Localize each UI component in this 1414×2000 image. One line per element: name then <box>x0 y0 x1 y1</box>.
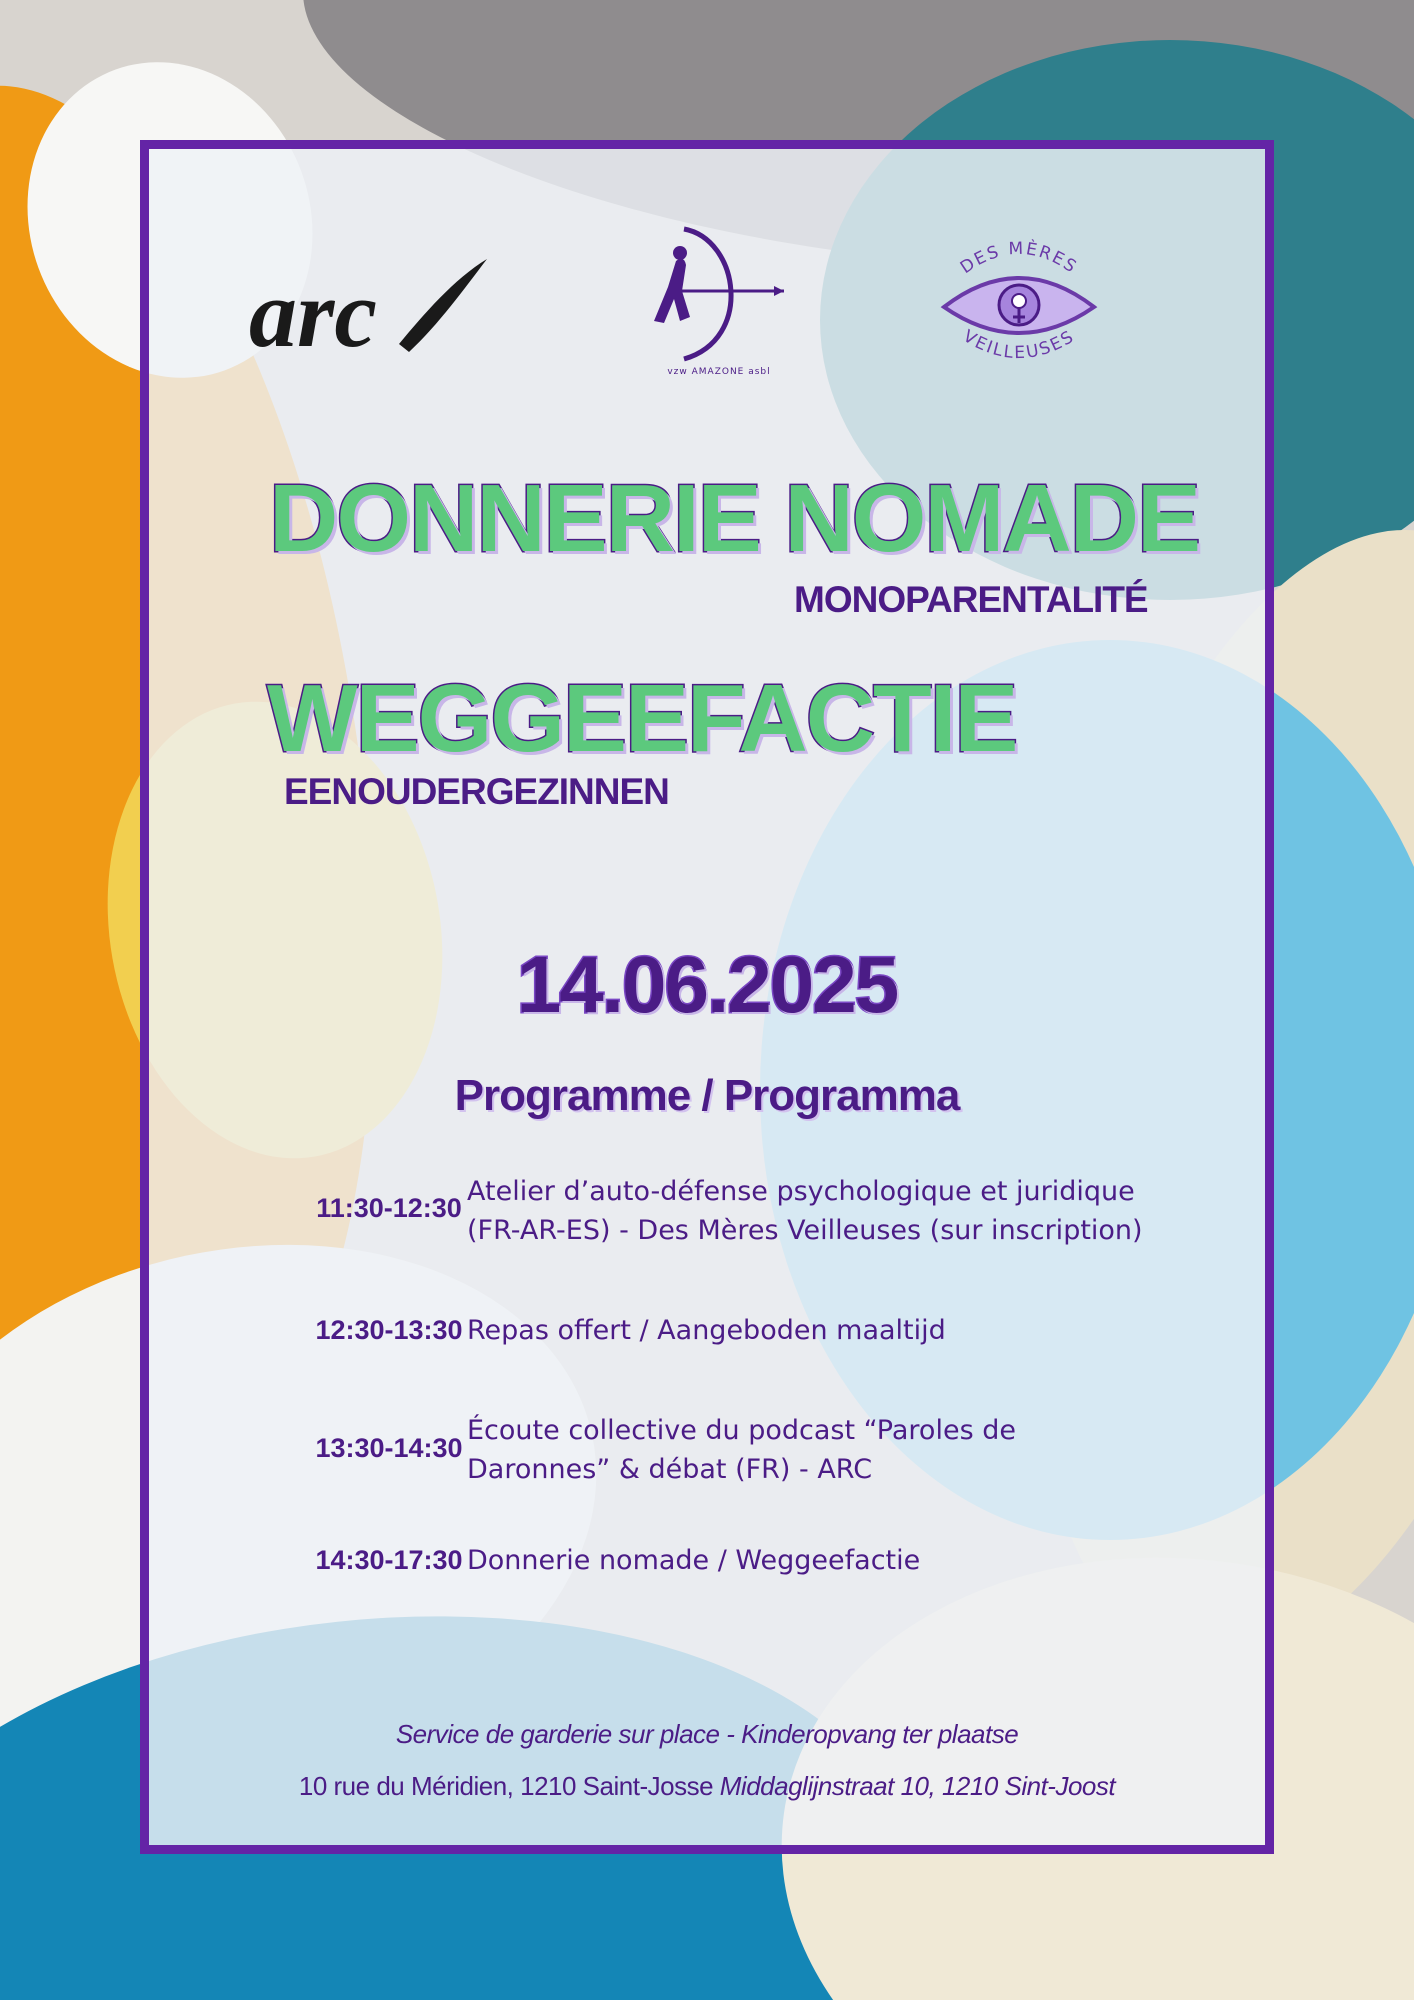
programme-description <box>467 1541 1167 1580</box>
subtitle-monoparentalite: MONOPARENTALITÉ <box>794 579 1148 620</box>
meres-veilleuses-logo <box>929 219 1109 389</box>
title-donnerie-nomade: DONNERIE NOMADE <box>269 465 1200 572</box>
title-weggeefactie: WEGGEEFACTIE <box>267 665 1017 772</box>
programme-heading: Programme / Programma <box>454 1071 960 1120</box>
address-nl: Middaglijnstraat 10, 1210 Sint-Joost <box>719 1771 1116 1801</box>
arc-logo-text: arc <box>249 260 377 364</box>
programme-time: 13:30-14:30 <box>315 1433 463 1463</box>
programme-description-line: (FR-AR-ES) - Des Mères Veilleuses (sur inscription) <box>467 1215 1143 1246</box>
partner-logos <box>149 219 1265 389</box>
address-line <box>149 1771 1265 1802</box>
programme-description <box>467 1411 1167 1489</box>
address-fr: 10 rue du Méridien, 1210 Saint-Josse <box>298 1771 714 1801</box>
meres-top-text: DES MÈRES <box>956 238 1082 279</box>
programme-description-line: Atelier d’auto-défense psychologique et juridique <box>467 1176 1135 1207</box>
programme-time: 11:30-12:30 <box>316 1193 462 1223</box>
event-date: 14.06.2025 <box>516 940 898 1029</box>
programme-description <box>467 1172 1167 1250</box>
programme-description <box>467 1311 1167 1350</box>
childcare-note: Service de garderie sur place - Kinderopvang ter plaatse <box>395 1719 1019 1749</box>
poster-panel <box>140 140 1274 1854</box>
programme-description-line: Repas offert / Aangeboden maaltijd <box>467 1315 946 1346</box>
meres-bottom-text: VEILLEUSES <box>959 326 1079 364</box>
amazone-logo <box>644 219 794 379</box>
programme-time: 14:30-17:30 <box>315 1545 463 1575</box>
subtitle-eenoudergezinnen: EENOUDERGEZINNEN <box>284 771 669 812</box>
arc-logo <box>249 254 489 364</box>
programme-description-line: Daronnes” & débat (FR) - ARC <box>467 1454 873 1485</box>
arc-swoosh-icon <box>399 259 487 352</box>
amazone-caption: vzw AMAZONE asbl <box>667 367 771 377</box>
programme-description-line: Écoute collective du podcast “Paroles de <box>467 1415 1016 1446</box>
amazone-bow-icon <box>684 229 731 359</box>
programme-description-line: Donnerie nomade / Weggeefactie <box>467 1545 921 1576</box>
programme-time: 12:30-13:30 <box>315 1315 463 1345</box>
